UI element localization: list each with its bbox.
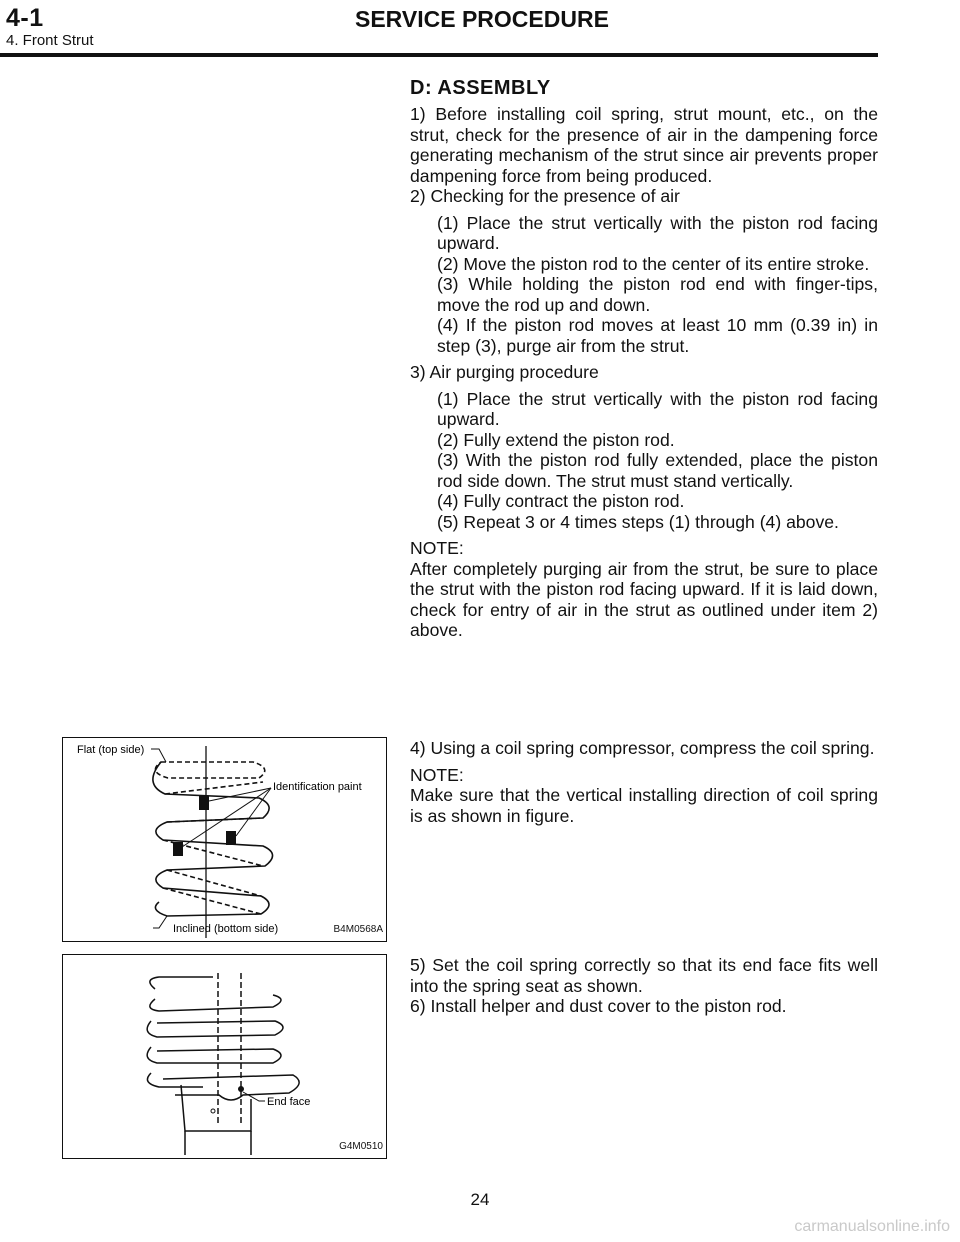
note-2-text: Make sure that the vertical installing direction of coil spring is as shown in figure. — [410, 785, 878, 826]
header-subtitle: 4. Front Strut — [6, 32, 94, 49]
header-rule — [0, 53, 878, 57]
step-5-6-block — [410, 955, 878, 1017]
note-text: After completely purging air from the strut, be sure to place the strut with the piston rod facing upward. If it is laid down, check for entry of air in the strut as outlined under item 2) above. — [410, 558, 878, 640]
step-3-item-5: (5) Repeat 3 or 4 times steps (1) through (4) above. — [437, 511, 839, 532]
header-section-number: 4-1 — [6, 4, 44, 32]
step-3: 3) Air purging procedure — [410, 362, 599, 382]
figure-2-code: G4M0510 — [339, 1141, 383, 1152]
coil-spring-diagram — [63, 738, 386, 941]
step-4: 4) Using a coil spring compressor, compress the coil spring. — [410, 738, 875, 758]
label-end-face: End face — [267, 1096, 311, 1108]
step-2-item-3: (3) While holding the piston rod end with finger-tips, move the rod up and down. — [437, 274, 878, 315]
step-1: 1) Before installing coil spring, strut mount, etc., on the strut, check for the presence of air in the dampening force generating mechanism of the strut since air prevents proper dampening force from being produced. — [410, 104, 878, 186]
step-2-item-4: (4) If the piston rod moves at least 10 mm (0.39 in) in step (3), purge air from the strut. — [437, 315, 878, 356]
header-title: SERVICE PROCEDURE — [355, 6, 609, 32]
label-identification-paint: Identification paint — [273, 781, 362, 793]
note-2-label: NOTE: — [410, 764, 464, 785]
step-4-block — [410, 738, 878, 826]
label-inclined-bottom-side: Inclined (bottom side) — [173, 923, 279, 935]
step-2: 2) Checking for the presence of air — [410, 186, 680, 206]
step-5: 5) Set the coil spring correctly so that its end face fits well into the spring seat as shown. — [410, 955, 878, 996]
note-label: NOTE: — [410, 538, 464, 558]
step-3-item-1: (1) Place the strut vertically with the piston rod facing upward. — [437, 388, 878, 429]
label-flat-top-side: Flat (top side) — [77, 744, 145, 756]
step-2-item-1: (1) Place the strut vertically with the piston rod facing upward. — [437, 212, 878, 253]
watermark: carmanualsonline.info — [794, 1218, 950, 1235]
section-heading: D: ASSEMBLY — [410, 77, 551, 99]
figure-1-code: B4M0568A — [333, 924, 383, 935]
figure-coil-spring-orientation — [62, 737, 387, 942]
step-3-item-2: (2) Fully extend the piston rod. — [437, 429, 675, 450]
spring-seat-diagram — [63, 955, 386, 1158]
assembly-text-block — [410, 104, 878, 641]
page-number: 24 — [470, 1190, 490, 1209]
step-6: 6) Install helper and dust cover to the piston rod. — [410, 996, 787, 1016]
step-2-item-2: (2) Move the piston rod to the center of its entire stroke. — [437, 253, 870, 274]
step-3-item-3: (3) With the piston rod fully extended, place the piston rod side down. The strut must stand vertically. — [437, 450, 878, 491]
step-3-item-4: (4) Fully contract the piston rod. — [437, 491, 685, 511]
figure-spring-end-face — [62, 954, 387, 1159]
